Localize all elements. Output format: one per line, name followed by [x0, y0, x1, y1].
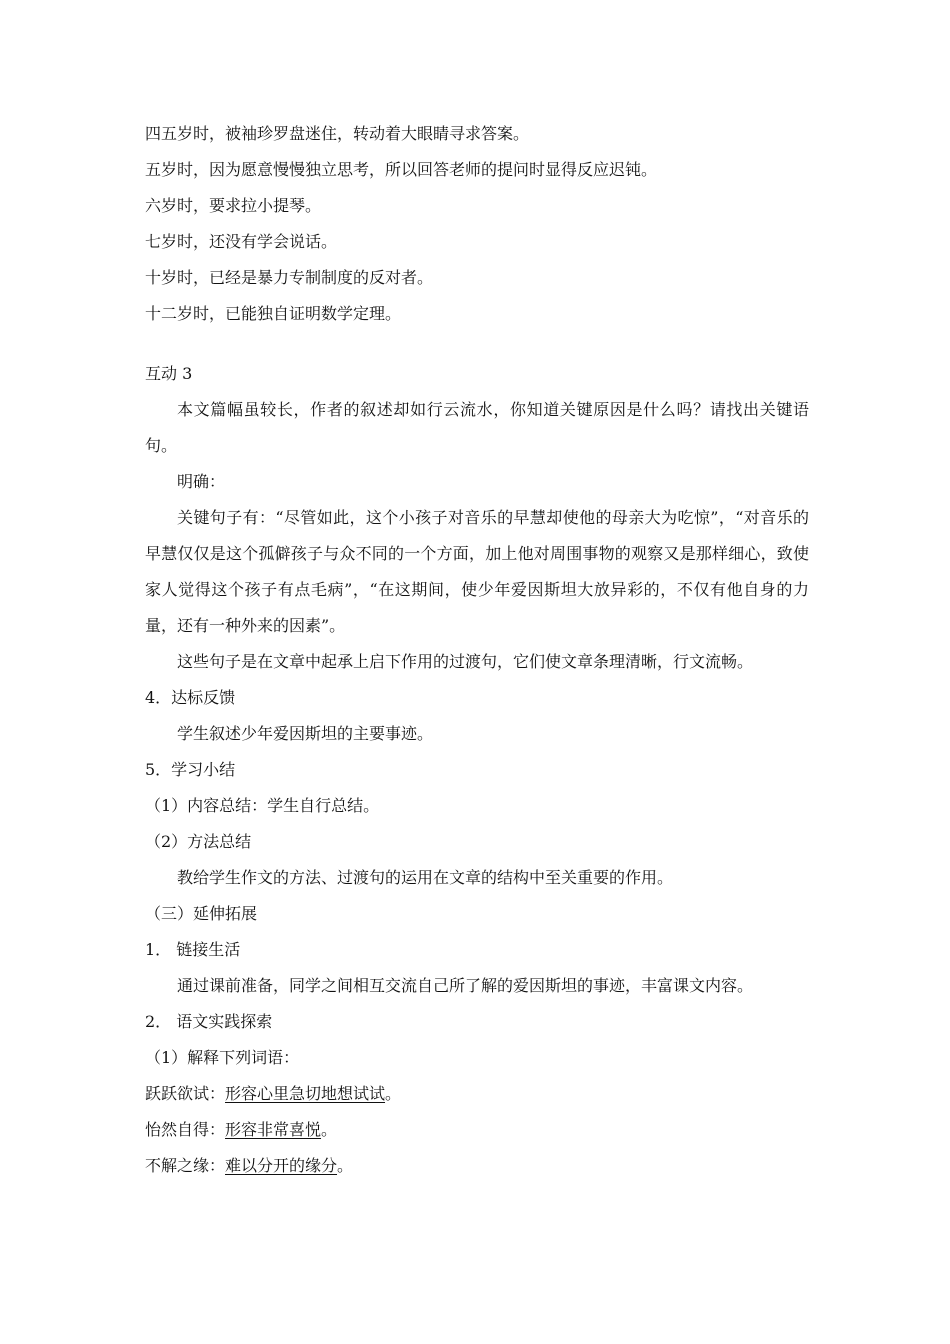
- text-line: 四五岁时，被袖珍罗盘迷住，转动着大眼睛寻求答案。: [145, 124, 530, 143]
- feedback-text: 学生叙述少年爱因斯坦的主要事迹。: [177, 724, 434, 743]
- feedback-heading: 4．达标反馈: [145, 688, 236, 707]
- explanation-paragraph: 这些句子是在文章中起承上启下作用的过渡句，它们使文章条理清晰，行文流畅。: [177, 652, 754, 671]
- word-entry: [145, 1076, 809, 1112]
- summary-item-2: （2）方法总结: [145, 832, 252, 851]
- link-life-text: 通过课前准备，同学之间相互交流自己所了解的爱因斯坦的事迹，丰富课文内容。: [177, 976, 754, 995]
- word-meaning: 难以分开的缘分: [225, 1156, 338, 1175]
- word-end: 。: [321, 1120, 338, 1139]
- word-end: 。: [385, 1084, 402, 1103]
- text-line: 五岁时，因为愿意慢慢独立思考，所以回答老师的提问时显得反应迟钝。: [145, 160, 658, 179]
- text-line: 十二岁时，已能独自证明数学定理。: [145, 304, 402, 323]
- word-meaning: 形容非常喜悦: [225, 1120, 322, 1139]
- text-line: 十岁时，已经是暴力专制制度的反对者。: [145, 268, 434, 287]
- link-life-heading: 1． 链接生活: [145, 940, 241, 959]
- text-line: 七岁时，还没有学会说话。: [145, 232, 338, 251]
- key-sentences-paragraph: 关键句子有：“尽管如此，这个小孩子对音乐的早慧却使他的母亲大为吃惊”，“对音乐的早慧仅仅是这个孤僻孩子与众不同的一个方面，加上他对周围事物的观察又是那样细心，致使家人觉得这个孩子有点毛病”，“在这期间，使少年爱因斯坦大放异彩的，不仅有他自身的力量，还有一种外来的因素”。: [145, 508, 809, 635]
- word-entry: [145, 1148, 809, 1184]
- word-term: 怡然自得：: [145, 1120, 226, 1139]
- section-heading: 互动 3: [145, 364, 193, 383]
- question-paragraph: 本文篇幅虽较长，作者的叙述却如行云流水，你知道关键原因是什么吗？请找出关键语句。: [145, 400, 809, 455]
- extension-heading: （三）延伸拓展: [145, 904, 258, 923]
- spacer: [145, 338, 809, 362]
- word-term: 跃跃欲试：: [145, 1084, 226, 1103]
- answer-label: 明确：: [177, 472, 226, 491]
- word-entry: [145, 1112, 809, 1148]
- practice-heading: 2． 语文实践探索: [145, 1012, 273, 1031]
- explain-words-heading: （1）解释下列词语：: [145, 1048, 300, 1067]
- word-term: 不解之缘：: [145, 1156, 226, 1175]
- document-page: [145, 122, 809, 1184]
- word-meaning: 形容心里急切地想试试: [225, 1084, 386, 1103]
- text-line: 六岁时，要求拉小提琴。: [145, 196, 322, 215]
- summary-item-2-text: 教给学生作文的方法、过渡句的运用在文章的结构中至关重要的作用。: [177, 868, 674, 887]
- summary-heading: 5．学习小结: [145, 760, 236, 779]
- summary-item-1: （1）内容总结：学生自行总结。: [145, 796, 380, 815]
- word-end: 。: [337, 1156, 354, 1175]
